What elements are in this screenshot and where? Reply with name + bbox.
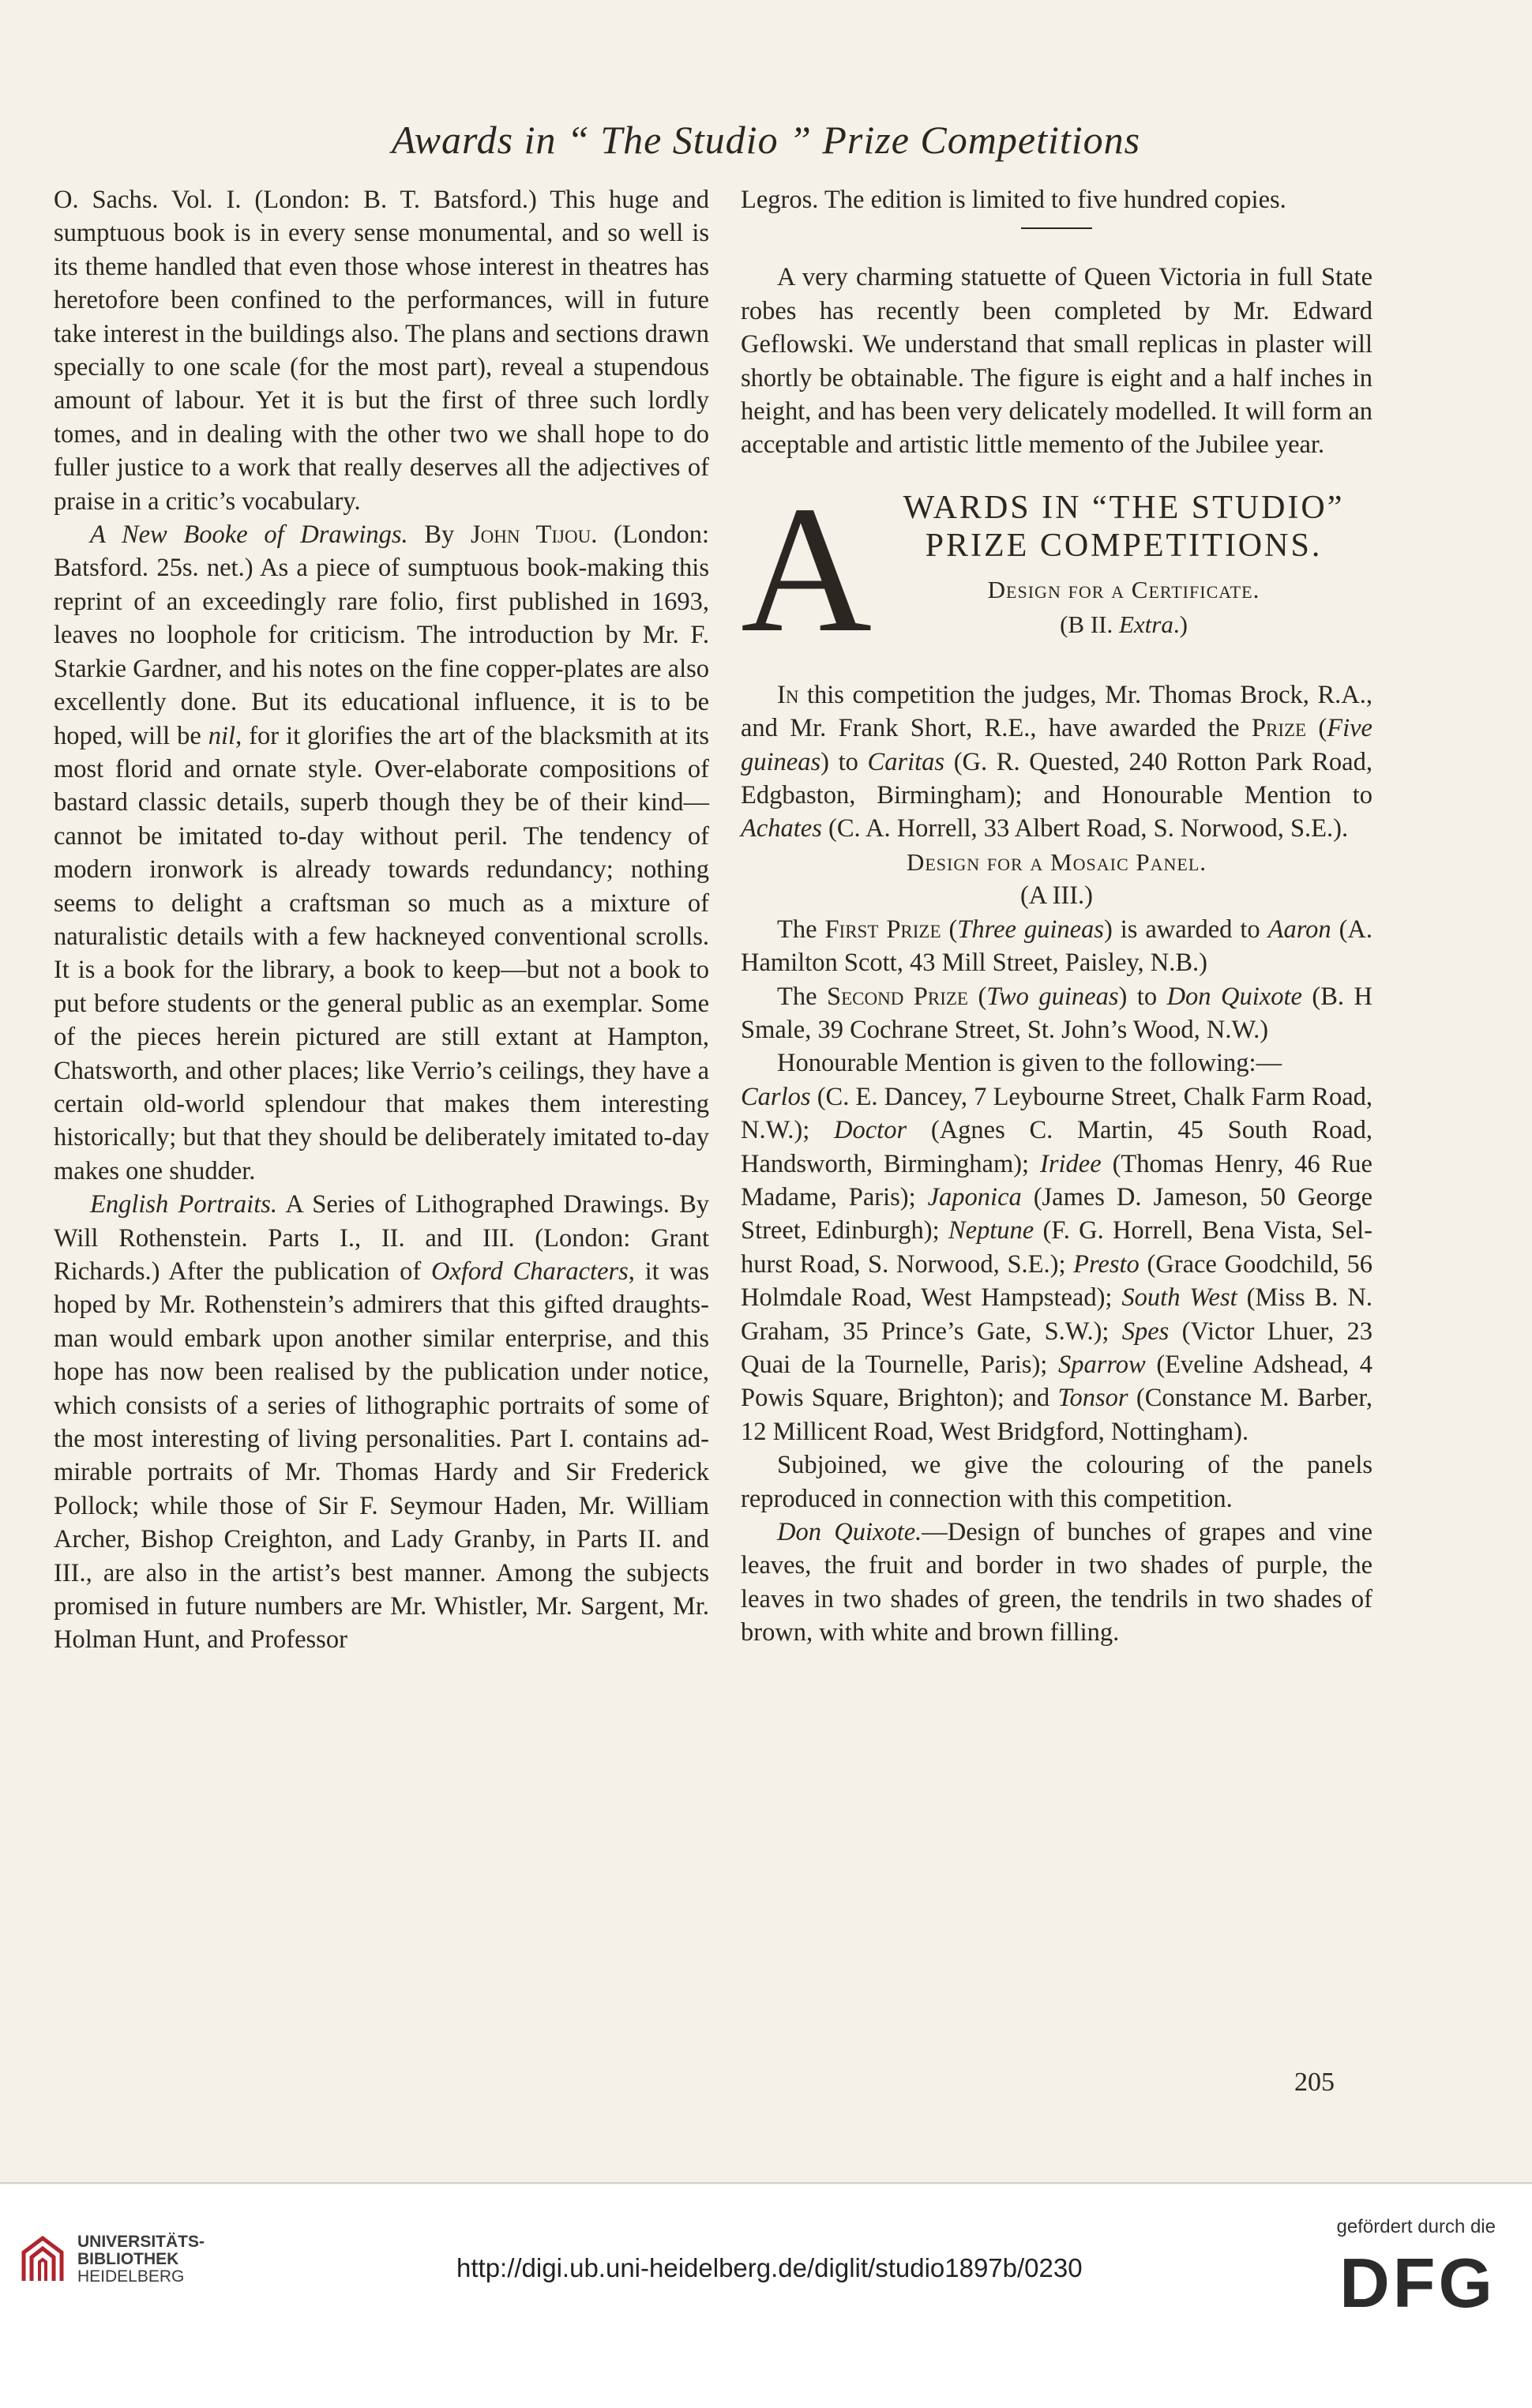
heading-line-1: WARDS IN “THE STUDIO” (903, 489, 1345, 526)
paragraph-legros: Legros. The edition is limited to five hundred copies. (741, 186, 1286, 214)
source-url-link[interactable]: http://digi.ub.uni-heidelberg.de/diglit/studio1897b/0230 (456, 2253, 1083, 2282)
drop-cap: A (741, 468, 873, 670)
subheading-certificate: Design for a Certificate. (987, 575, 1260, 603)
digitization-footer (0, 2184, 1532, 2408)
paragraph-first-prize: The First Prize (Three guineas) is awarded to Aaron (A. Hamilton Scott, 43 Mill Street, Paisley, N.B.) (741, 915, 1373, 978)
paragraph-don-quixote-colouring: Don Quixote.—Design of bunches of grapes and vine leaves, the fruit and border in two shades of purple, the leaves in two shades of green, the tendrils in two shades of brown, with white and brown filling. (741, 1518, 1372, 1647)
book-title: English Portraits. (90, 1190, 278, 1219)
heading-line-2: PRIZE COMPETITIONS. (925, 527, 1323, 564)
left-column (54, 183, 709, 1657)
subheading-certificate-code: (B II. Extra.) (1060, 610, 1188, 638)
paragraph-tijou-review: A New Booke of Drawings. By John Tijou. (London: Batsford. 25s. net.) As a piece of sumptuous book-making this reprint of an exceedingly rare folio, first published in 1693, leaves no loophole for criticism. The introduction by Mr. F. Starkie Gardner, and his notes on the fine copper-plates are also excellently done. But its educational influence, it is to be hoped, will be nil, for it glorifies the art of the blacksmith at its most florid and ornate style. Over-elaborate compositions of bastard classic details, superb though they be of their kind—cannot be imitated to-day without peril. The tendency of modern ironwork is already towards redundancy; nothing seems to delight a craftsman so much as a mixture of naturalistic details with a few hackneyed conventional scrolls. It is a book for the library, a book to keep—but not a book to put before students or the general public as an exemplar. Some of the pieces herein pictured are still extant at Hampton, Chatsworth, and other places; like Verrio’s ceilings, they have a certain old-world splendour that makes them interesting historically; but that they should be deliberately imitated to-day makes one shudder. (54, 520, 709, 1185)
author-name: John Tijou (470, 520, 591, 550)
funded-by-label: gefördert durch die (1336, 2216, 1496, 2237)
paragraph-honourable-intro: Honourable Mention is given to the following:— (777, 1049, 1282, 1078)
right-column (741, 183, 1372, 1650)
paragraph-honourable-list: Carlos (C. E. Dancey, 7 Leybourne Street, Chalk Farm Road, N.W.); Doctor (Agnes C. Martin, 45 South Road, Handsworth, Birmingham); Iridee (Thomas Henry, 46 Rue Madame, Paris); Japonica (James D. Jameson, 50 George Street, Edinburgh); Neptune (F. G. Horrell, Bena Vista, Selhurst Road, S. Norwood, S.E.); Presto (Grace Goodchild, 56 Holmdale Road, West Hampstead); South West (Miss B. N. Graham, 35 Prince’s Gate, S.W.); Spes (Victor Lhuer, 23 Quai de la Tournelle, Paris); Sparrow (Eveline Adshead, 4 Powis Square, Brighton); and Tonsor (Constance M. Barber, 12 Millicent Road, West Bridgford, Nottingham). (741, 1082, 1373, 1446)
subheading-mosaic-code: (A III.) (1019, 881, 1094, 911)
paragraph-statuette: A very charming statuette of Queen Victoria in full State robes has recently been completed by Mr. Edward Geflowski. We understand that small replicas in plaster will shortly be obtainable. The figure is eight and a half inches in height, and has been very delicately modelled. It will form an acceptable and artistic little memento of the Jubilee year. (741, 263, 1372, 460)
paragraph-certificate-award: In this competition the judges, Mr. Thomas Brock, R.A., and Mr. Frank Short, R.E., have awarded the Prize (Five guineas) to Caritas (G. R. Quested, 240 Rotton Park Road, Edgbaston, Birmingham); and Honourable Mention to Achates (C. A. Horrell, 33 Albert Road, S. Norwood, S.E.). (741, 680, 1372, 843)
paragraph-theatres-review: O. Sachs. Vol. I. (London: B. T. Batsford.) This huge and sumptuous book is in every sense monumental, and so well is its theme handled that even those whose interest in theatres has heretofore been confined to the performances, will in future take interest in the buildings also. The plans and sections drawn specially to one scale (for the most part), reveal a stupendous amount of labour. Yet it is but the first of three such lordly tomes, and in dealing with the other two we shall hope to do fuller justice to a work that really deserves all the adjectives of praise in a critic’s vocabulary. (54, 186, 709, 516)
footer-divider (0, 2182, 1532, 2184)
subheading-mosaic: Design for a Mosaic Panel. (906, 847, 1207, 876)
paragraph-colouring-intro: Subjoined, we give the colouring of the panels reproduced in connection with this competition. (741, 1451, 1372, 1513)
library-logo-text: UNIVERSITÄTS- BIBLIOTHEK HEIDELBERG (77, 2233, 205, 2286)
book-title: A New Booke of Drawings. (90, 520, 408, 550)
paragraph-second-prize: The Second Prize (Two guineas) to Don Quixote (B. H Smale, 39 Cochrane Street, St. John’s Wood, N.W.) (741, 982, 1372, 1044)
paragraph-rothenstein-review: English Portraits. A Series of Lithographed Drawings. By Will Rothenstein. Parts I., II. and III. (London: Grant Richards.) After the publication of Oxford Characters, it was hoped by Mr. Rothenstein’s admirers that this gifted draughtsman would embark upon another similar enterprise, and this hope has now been realised by the publication under notice, which consists of a series of lithographic portraits of some of the most interesting of living personalities. Part I. contains admirable portraits of Mr. Thomas Hardy and Sir Frederick Pollock; while those of Sir F. Seymour Haden, Mr. William Archer, Bishop Creighton, and Lady Granby, in Parts II. and III., are also in the artist’s best manner. Among the subjects promised in future numbers are Mr. Whistler, Mr. Sargent, Mr. Holman Hunt, and Professor (54, 1190, 709, 1655)
dfg-logo: DFG (1339, 2244, 1496, 2322)
page-number: 205 (1294, 2068, 1335, 2097)
awards-heading (741, 468, 1372, 678)
section-divider (1021, 227, 1092, 229)
running-title: Awards in “ The Studio ” Prize Competitions (391, 118, 1141, 162)
library-logo-icon (19, 2233, 66, 2286)
